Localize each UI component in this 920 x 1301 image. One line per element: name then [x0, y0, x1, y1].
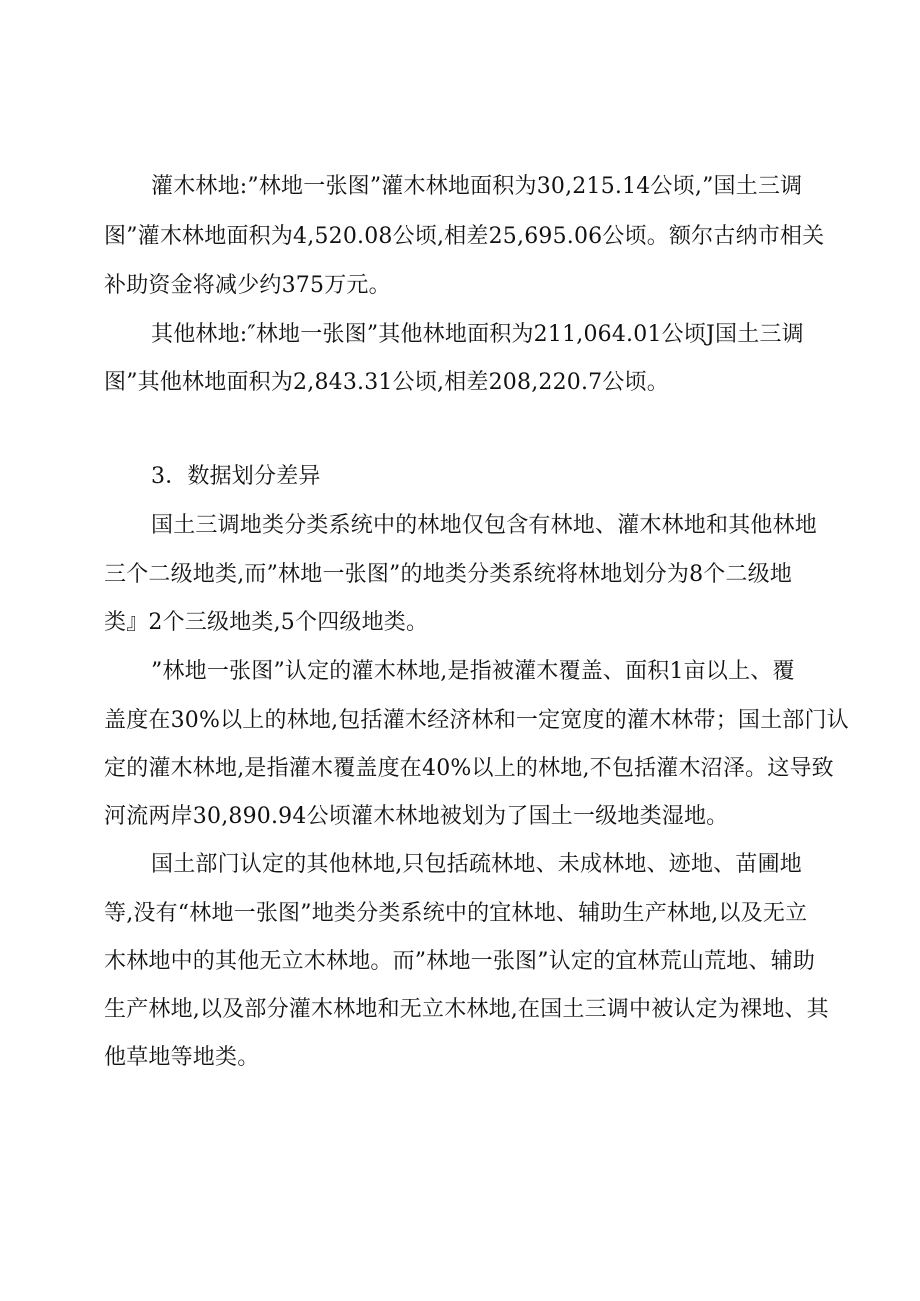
paragraph-other-definition-line-1: 国土部门认定的其他林地,只包括疏林地、未成林地、迹地、苗圃地 — [151, 852, 802, 877]
paragraph-other-definition-line-4: 生产林地,以及部分灌木林地和无立木林地,在国土三调中被认定为裸地、其 — [104, 997, 829, 1022]
paragraph-shrub-definition-line-1: ”林地一张图”认定的灌木林地,是指被灌木覆盖、面积1亩以上、覆 — [151, 659, 795, 684]
paragraph-other-line-2: 图”其他林地面积为2,843.31公顷,相差208,220.7公顷。 — [104, 370, 669, 395]
paragraph-shrub-line-1: 灌木林地:”林地一张图”灌木林地面积为30,215.14公顷,”国土三调 — [151, 174, 803, 199]
paragraph-classification-line-3: 类』2个三级地类,5个四级地类。 — [104, 610, 429, 635]
paragraph-classification-line-1: 国土三调地类分类系统中的林地仅包含有林地、灌木林地和其他林地 — [151, 513, 818, 538]
paragraph-other-definition-line-5: 他草地等地类。 — [104, 1045, 260, 1070]
paragraph-other-line-1: 其他林地:″林地一张图”其他林地面积为211,064.01公顷J国土三调 — [151, 322, 804, 347]
paragraph-classification-line-2: 三个二级地类,而”林地一张图”的地类分类系统将林地划分为8个二级地 — [104, 562, 793, 587]
paragraph-other-definition-line-2: 等,没有“林地一张图”地类分类系统中的宜林地、辅助生产林地,以及无立 — [104, 901, 808, 926]
section-heading: 3．数据划分差异 — [151, 464, 321, 489]
paragraph-shrub-definition-line-2: 盖度在30%以上的林地,包括灌木经济林和一定宽度的灌木林带；国土部门认 — [104, 708, 849, 733]
paragraph-other-definition-line-3: 木林地中的其他无立木林地。而”林地一张图”认定的宜林荒山荒地、辅助 — [104, 949, 816, 974]
paragraph-shrub-line-2: 图”灌木林地面积为4,520.08公顷,相差25,695.06公顷。额尔古纳市相关 — [104, 224, 825, 249]
paragraph-shrub-definition-line-4: 河流两岸30,890.94公顷灌木林地被划为了国土一级地类湿地。 — [104, 804, 729, 829]
paragraph-shrub-line-3: 补助资金将减少约375万元。 — [104, 273, 391, 298]
paragraph-shrub-definition-line-3: 定的灌木林地,是指灌木覆盖度在40%以上的林地,不包括灌木沼泽。这导致 — [104, 756, 834, 781]
